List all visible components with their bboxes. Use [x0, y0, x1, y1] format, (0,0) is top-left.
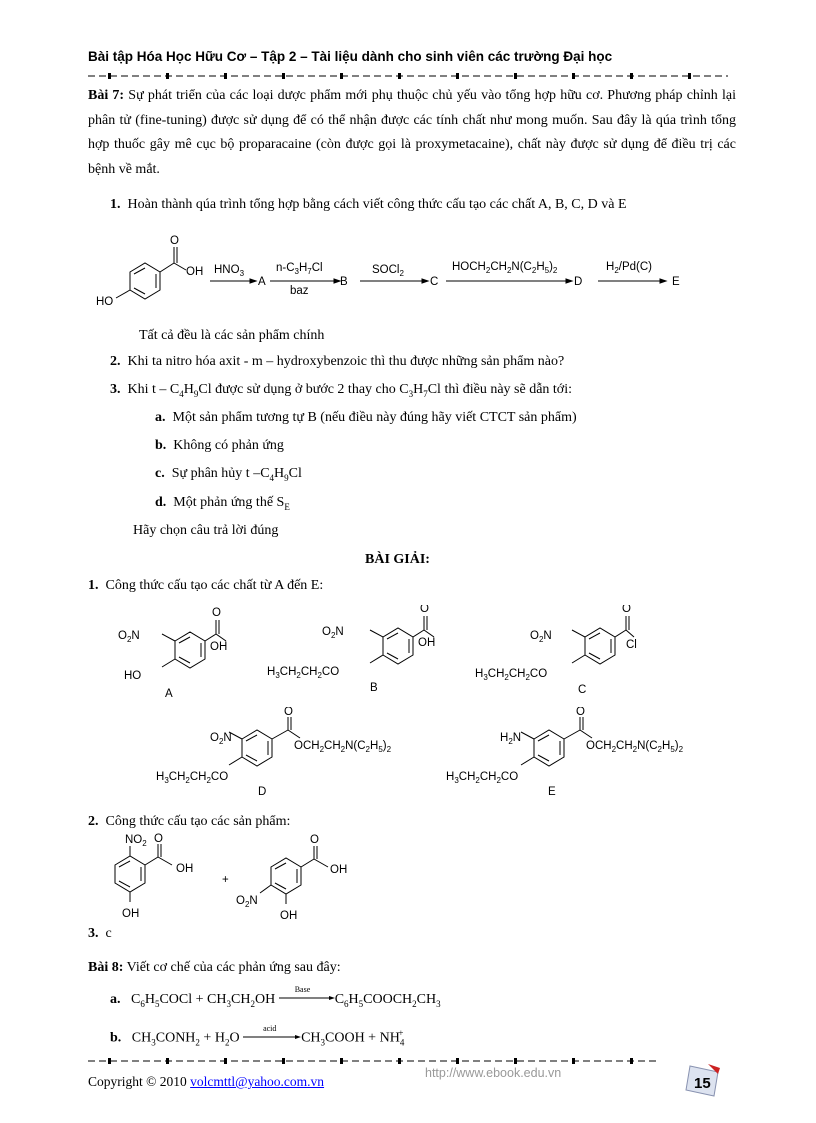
option-c: c. Sự phân hủy t $-C_4H_9Cl$ — [155, 466, 302, 483]
option-a — [155, 408, 577, 428]
bai7-intro-text: Sự phát triển của các loại dược phẩm mới phụ thuộc chủ yếu vào tổng hợp hữu cơ. Phương pháp chỉnh lại phân tử (fine-tuning) được sử dụng để có thể nhận được các tính chất như mong muốn. Sau đây là qúa trình tổng hợp thuốc gây mê cục bộ proparacaine (còn được gọi là proxymetacaine), chất này được sử dụng để điều trị các bệnh về mắt. — [88, 88, 736, 177]
label-b-struct: B — [370, 682, 378, 694]
reaction-a-catalyst: Base — [294, 985, 311, 994]
reagent-baz: baz — [290, 285, 309, 297]
solution-title: BÀI GIẢI: — [365, 552, 430, 567]
p1-oh: OH — [176, 863, 194, 875]
q3-post: Cl thì điều này sẽ dẫn tới: — [427, 382, 572, 397]
bai8-label: Bài 8: — [88, 960, 124, 975]
c-propoxy: $H_3CH_2CH_2CO$ — [475, 668, 548, 682]
option-a-text: Một sản phẩm tương tự B (nếu điều này đúng hãy viết CTCT sản phẩm) — [172, 410, 577, 425]
p2-no2: $O_2N$ — [236, 895, 258, 909]
bai8-text: Viết cơ chế của các phản ứng sau đây: — [126, 960, 341, 975]
page-header: Bài tập Hóa Học Hữu Cơ – Tập 2 – Tài liệu dành cho sinh viên các trường Đại học — [88, 49, 613, 64]
page-number: 15 — [694, 1075, 711, 1092]
option-d: d. Một phản ứng thế $S_E$ — [155, 495, 290, 512]
header-rule — [88, 73, 728, 79]
a-no2: $O_2N$ — [118, 630, 140, 644]
nitration-products — [100, 830, 380, 925]
option-d-key: d. — [155, 495, 167, 510]
p1-ho: OH — [122, 908, 140, 920]
start-oh: OH — [186, 266, 204, 278]
s3 — [88, 924, 112, 944]
q1 — [110, 195, 627, 215]
reagent-socl2: SOCl$_2$ — [372, 264, 404, 278]
choose-prompt: Hãy chọn câu trả lời đúng — [133, 523, 279, 538]
q1-num: 1. — [110, 197, 121, 212]
label-e-struct: E — [548, 786, 556, 798]
a-oh: OH — [210, 641, 228, 653]
p1-o: O — [154, 833, 163, 845]
b-propoxy: $H_3CH_2CH_2CO$ — [267, 666, 340, 680]
reagent-nc3h7cl: $n-C_3H_7Cl$ — [276, 262, 323, 276]
bai7-label: Bài 7: — [88, 88, 125, 103]
p2-ho: OH — [280, 910, 298, 922]
reaction-b-arrow — [243, 1034, 301, 1040]
bai7-intro — [88, 84, 736, 182]
structures-abc — [100, 605, 720, 705]
plus-sign: + — [222, 874, 229, 886]
d-o: O — [284, 707, 293, 718]
label-e: E — [672, 276, 680, 288]
option-c-key: c. — [155, 466, 165, 481]
c-o: O — [622, 605, 631, 615]
copyright — [88, 1074, 324, 1090]
reagent-h2pd: $H_2/Pd(C)$ — [606, 261, 652, 275]
p2-oh: OH — [330, 864, 348, 876]
page-number-badge — [684, 1062, 724, 1098]
q3-mid: Cl được sử dụng ở bước 2 thay cho C — [198, 382, 409, 397]
s2 — [88, 812, 290, 832]
reagent-aminoalcohol: $HOCH_2CH_2N(C_2H_5)_2$ — [452, 261, 558, 275]
s1-text: Công thức cấu tạo các chất từ A đến E: — [105, 578, 324, 593]
e-propoxy: $H_3CH_2CH_2CO$ — [446, 771, 519, 785]
c-cl: Cl — [626, 639, 637, 651]
label-b: B — [340, 276, 348, 288]
label-c: C — [430, 276, 439, 288]
copyright-text: Copyright © 2010 — [88, 1074, 191, 1089]
s1-num: 1. — [88, 578, 99, 593]
d-ester: $OCH_2CH_2N(C_2H_5)_2$ — [294, 740, 392, 754]
option-b-text: Không có phản ứng — [173, 438, 284, 453]
label-c-struct: C — [578, 684, 587, 696]
a-ho: HO — [124, 670, 142, 682]
q1-text: Hoàn thành qúa trình tổng hợp bằng cách viết công thức cấu tạo các chất A, B, C, D và E — [127, 197, 627, 212]
option-b — [155, 436, 284, 456]
label-a-struct: A — [165, 688, 173, 700]
q3-pre: Khi t – C — [127, 382, 180, 397]
note: Tất cả đều là các sản phẩm chính — [139, 328, 325, 343]
reaction-a-key: a. — [110, 992, 121, 1007]
e-o: O — [576, 707, 585, 718]
p1-no2: $NO_2$ — [125, 834, 147, 848]
bai8 — [88, 958, 341, 978]
reaction-a: a. $C_6H_5COCl + CH_3CH_2OH$ Base $C_6H_5COOCH_2CH_3$ — [110, 989, 441, 1014]
e-h2n: $H_2N$ — [500, 732, 522, 746]
label-a: A — [258, 276, 266, 288]
q2-text: Khi ta nitro hóa axit - m – hydroxybenzoic thì thu được những sản phẩm nào? — [127, 354, 565, 369]
label-d: D — [574, 276, 583, 288]
reaction-b: b. $CH_3CONH_2 + H_2O$ acid $CH_3COOH + NH_4^+$ — [110, 1023, 403, 1052]
structures-de — [150, 707, 720, 802]
synthesis-scheme — [90, 230, 700, 325]
option-d-text: Một phản ứng thế S — [173, 495, 285, 510]
reaction-b-key: b. — [110, 1030, 122, 1046]
s3-text: c — [105, 926, 112, 941]
e-ester: $OCH_2CH_2N(C_2H_5)_2$ — [586, 740, 684, 754]
b-oh: OH — [418, 637, 436, 649]
b-o: O — [420, 605, 429, 615]
a-o: O — [212, 607, 221, 619]
d-no2: $O_2N$ — [210, 732, 232, 746]
start-o: O — [170, 235, 179, 247]
start-ho: HO — [96, 296, 114, 308]
s3-num: 3. — [88, 926, 99, 941]
c-no2: $O_2N$ — [530, 630, 552, 644]
watermark: http://www.ebook.edu.vn — [425, 1066, 562, 1080]
p2-o: O — [310, 834, 319, 846]
reaction-b-catalyst: acid — [263, 1023, 277, 1033]
option-b-key: b. — [155, 438, 167, 453]
b-no2: $O_2N$ — [322, 626, 344, 640]
s2-num: 2. — [88, 814, 99, 829]
s2-text: Công thức cấu tạo các sản phẩm: — [105, 814, 291, 829]
q2-num: 2. — [110, 354, 121, 369]
q3: 3. Khi t – $C_4H_9Cl$ được sử dụng ở bước 2 thay cho $C_3H_7Cl$ thì điều này sẽ dẫn tới: — [110, 382, 572, 399]
footer-rule — [88, 1058, 658, 1064]
reagent-hno3: $HNO_3$ — [214, 264, 245, 278]
reaction-a-arrow — [279, 995, 335, 1001]
email-link[interactable]: volcmttl@yahoo.com.vn — [190, 1074, 325, 1089]
q3-num: 3. — [110, 382, 121, 397]
option-c-text: Sự phân hủy t –C — [171, 466, 270, 481]
label-d-struct: D — [258, 786, 267, 798]
d-propoxy: $H_3CH_2CH_2CO$ — [156, 771, 229, 785]
s1 — [88, 576, 323, 596]
q2 — [110, 352, 564, 372]
option-a-key: a. — [155, 410, 166, 425]
